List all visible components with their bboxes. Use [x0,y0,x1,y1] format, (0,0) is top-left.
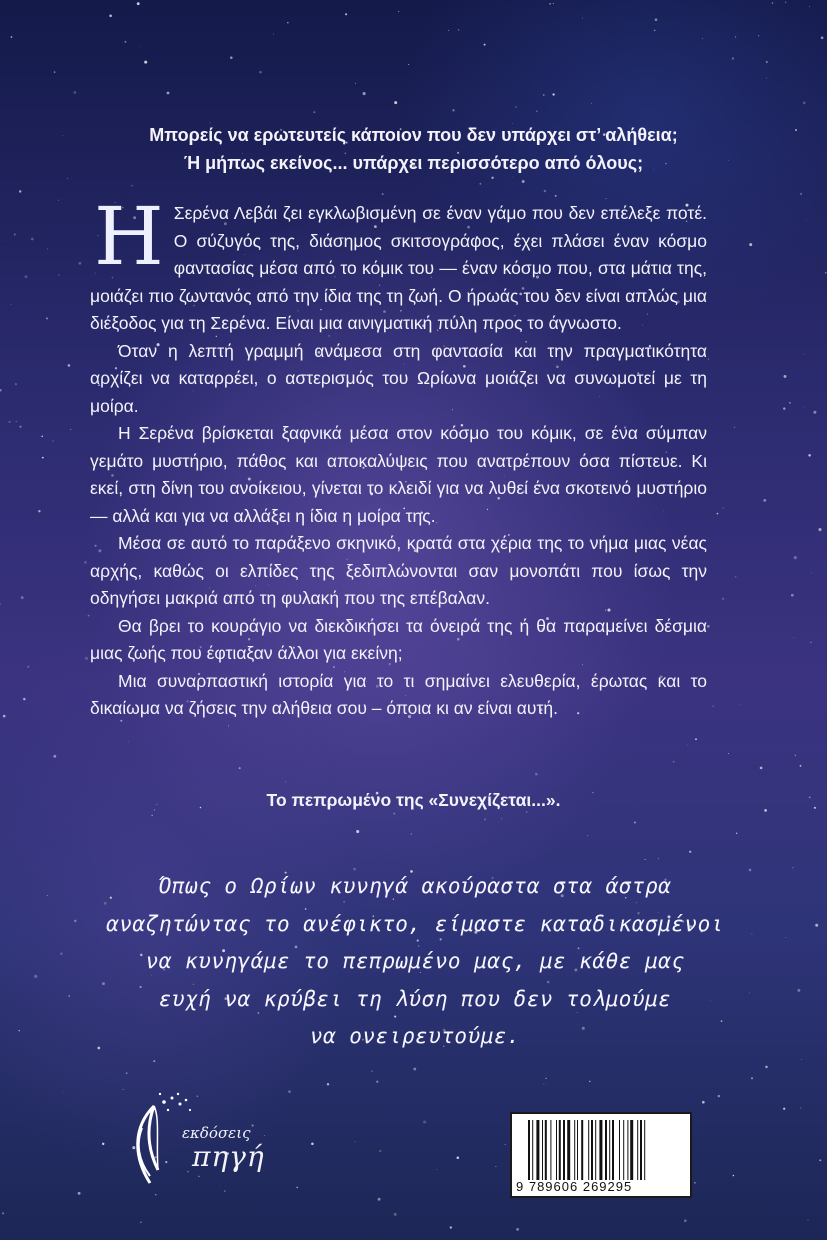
publisher-name-line-1: εκδόσεις [182,1124,251,1142]
blurb-paragraph-2: Όταν η λεπτή γραμμή ανάμεσα στη φαντασία και την πραγματικότητα αρχίζει να καταρρέει, ο αστερισμός του Ωρίωνα μοιάζει να συνωμοτεί με τη μοίρα. [90,340,707,416]
teaser-line: Το πεπρωμένο της «Συνεχίζεται...». [266,790,561,810]
quote-line: να ονειρευτούμε. [309,1024,521,1048]
isbn-digits: 9 789606 269295 [516,1179,633,1194]
tagline-line-1: Μπορείς να ερωτευτείς κάποιον που δεν υπάρχει στ’ αλήθεια; [149,125,678,145]
drop-cap: Η [94,190,164,283]
quote-line: να κυνηγάμε το πεπρωμένο μας, με κάθε μας [145,949,685,973]
back-quote [90,868,740,1056]
isbn-barcode [510,1112,692,1198]
blurb-paragraph-1: Η Σερένα Λεβάι ζει εγκλωβισμένη σε έναν γάμο που δεν επέλεξε ποτέ. Ο σύζυγός της, διάσημος σκιτσογράφος, έχει πλάσει έναν κόσμο φαντασίας μέσα από το κόμικ του — έναν κόσμο που, στα μάτια της, μοιάζει πιο ζωντανός από την ίδια της τη ζωή. Ο ήρωάς του δεν είναι απλώς μια διέξοδος για τη Σερένα. Είναι μια αινιγματική πύλη προς το άγνωστο. [90,190,707,333]
publisher-name-line-2: πηγή [192,1140,265,1173]
quote-line: Όπως ο Ωρίων κυνηγά ακούραστα στα άστρα [158,874,672,898]
blurb-paragraph-6: Μια συναρπαστική ιστορία για το τι σημαίνει ελευθερία, έρωτας και το δικαίωμα να ζήσεις την αλήθεια σου – όποια κι αν είναι αυτή. [90,670,707,718]
quote-line: αναζητώντας το ανέφικτο, είμαστε καταδικασμένοι [106,911,724,936]
tagline-line-2: Ή μήπως εκείνος... υπάρχει περισσότερο από όλους; [183,153,644,173]
blurb-text [90,190,707,723]
blurb-paragraph-4: Μέσα σε αυτό το παράξενο σκηνικό, κρατά στα χέρια της το νήμα μιας νέας αρχής, καθώς οι ελπίδες της ξεδιπλώνονται σαν μονοπάτι που ίσως την οδηγήσει μακριά από τη φυλακή που της επέβαλαν. [90,533,707,608]
publisher-logo [120,1088,290,1188]
blurb-paragraph-5: Θα βρει το κουράγιο να διεκδικήσει τα όνειρά της ή θα παραμείνει δέσμια μιας ζωής που έφτιαξαν άλλοι για εκείνη; [90,615,707,663]
quote-line: ευχή να κρύβει τη λύση που δεν τολμούμε [158,986,672,1011]
blurb-paragraph-3: Η Σερένα βρίσκεται ξαφνικά μέσα στον κόσμο του κόμικ, σε ένα σύμπαν γεμάτο μυστήριο, πάθος και αποκαλύψεις που ανατρέπουν όσα πίστευε. Κι εκεί, στη δίνη του ανοίκειου, γίνεται το κλειδί για να λυθεί ένα σκοτεινό μυστήριο — αλλά και για να αλλάξει η ίδια η μοίρα της. [90,423,707,526]
barcode-bars [528,1120,678,1180]
